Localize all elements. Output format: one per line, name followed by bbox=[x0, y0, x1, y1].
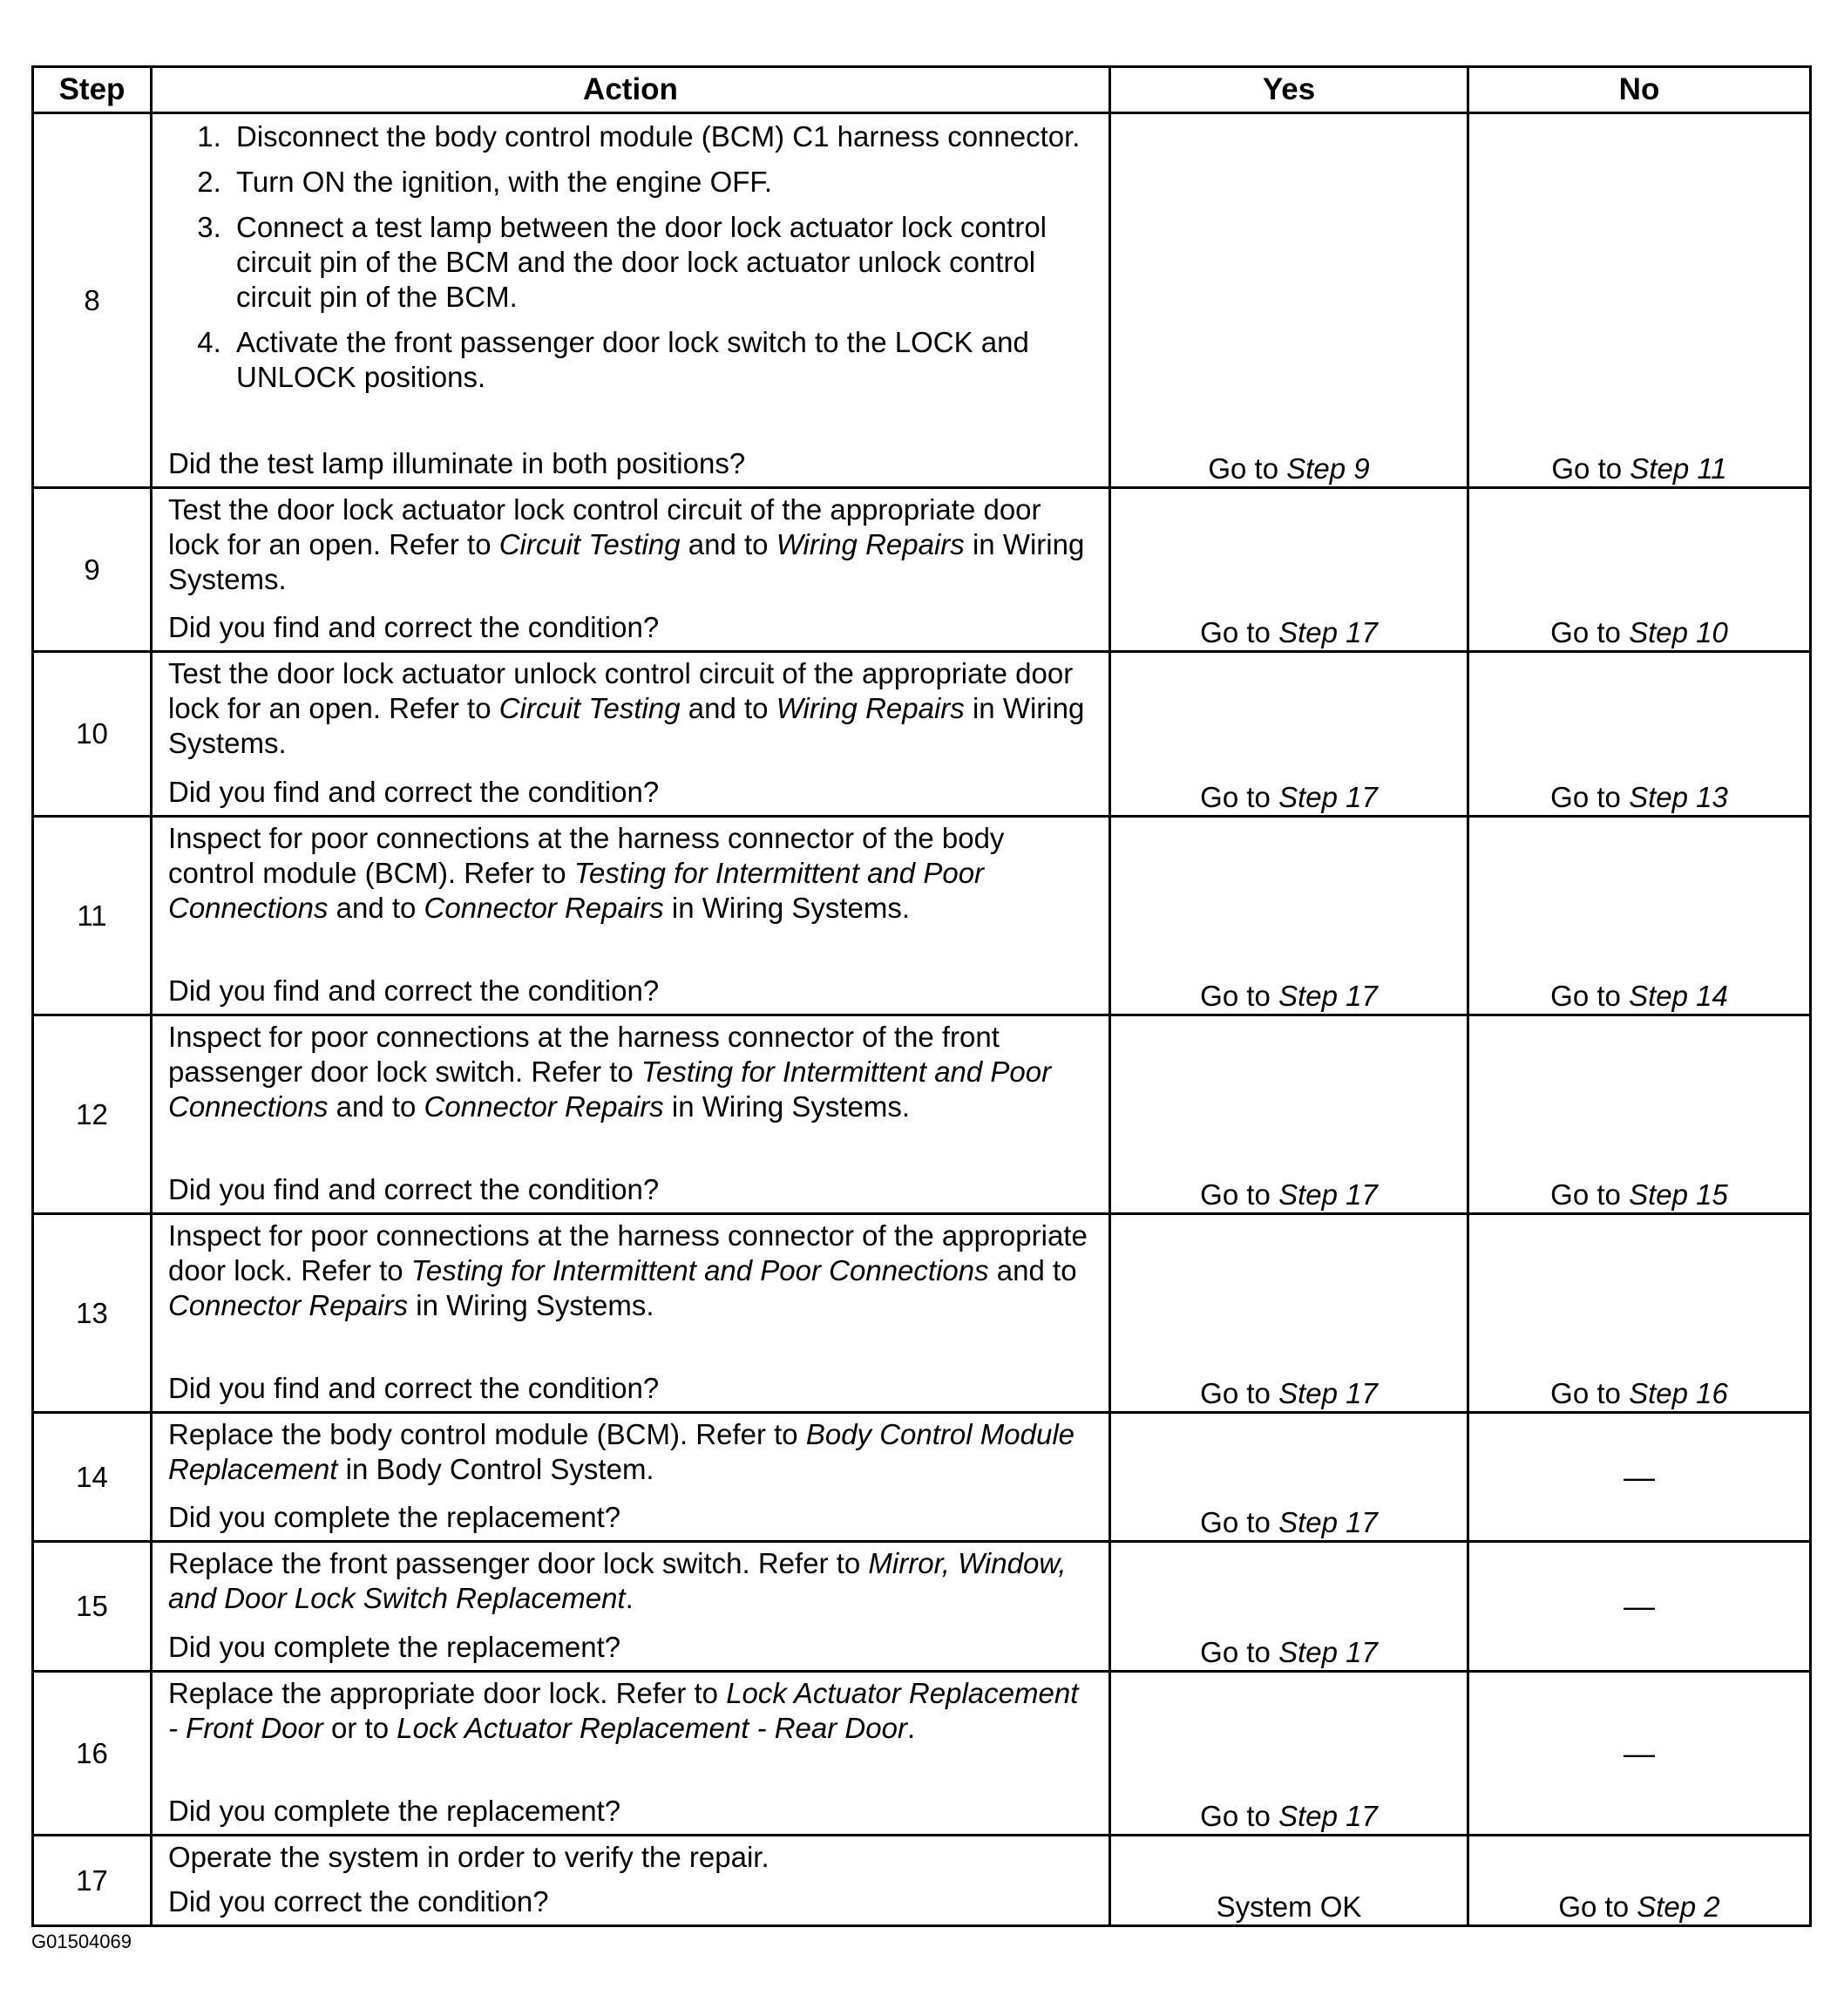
go-to-prefix: Go to bbox=[1200, 1800, 1279, 1832]
go-to-prefix: Go to bbox=[1550, 616, 1630, 648]
reference-link-text: Wiring Repairs bbox=[776, 692, 965, 724]
go-to-prefix: Go to bbox=[1200, 980, 1279, 1012]
step-number: 11 bbox=[33, 817, 152, 1015]
action-cell bbox=[152, 1413, 1110, 1542]
question-text: Did you complete the replacement? bbox=[168, 1795, 621, 1827]
action-step-item: 3. Connect a test lamp between the door lock actuator lock control circuit pin of the BCM and the door lock actuator unlock control circuit pin of the BCM. bbox=[229, 210, 1091, 315]
table-row bbox=[33, 1836, 1811, 1926]
reference-link-text: Wiring Repairs bbox=[776, 528, 965, 560]
step-reference: Step 17 bbox=[1278, 1178, 1378, 1211]
table-row bbox=[33, 1214, 1811, 1413]
step-number: 10 bbox=[33, 652, 152, 817]
go-to-prefix: Go to bbox=[1200, 616, 1279, 648]
no-result bbox=[1468, 113, 1811, 488]
question-text: Did you find and correct the condition? bbox=[168, 611, 660, 643]
go-to-prefix: Go to bbox=[1200, 1506, 1279, 1538]
instruction-text: and to bbox=[328, 892, 424, 924]
instruction-text: Inspect for poor connections at the harness connector of the body control module (BCM). Refer to bbox=[168, 822, 1005, 889]
step-reference: Step 13 bbox=[1629, 781, 1728, 813]
action-cell bbox=[152, 1015, 1110, 1214]
go-to-prefix: Go to bbox=[1551, 452, 1630, 485]
instruction-text: Inspect for poor connections at the harness connector of the appropriate door lock. Refer to bbox=[168, 1219, 1088, 1286]
instruction-text: Inspect for poor connections at the harness connector of the front passenger door lock switch. Refer to bbox=[168, 1021, 1000, 1088]
step-reference: Step 11 bbox=[1630, 452, 1727, 485]
step-number: 9 bbox=[33, 488, 152, 652]
table-row bbox=[33, 113, 1811, 488]
header-action: Action bbox=[152, 67, 1110, 113]
action-cell bbox=[152, 113, 1110, 488]
instruction-text: in Wiring Systems. bbox=[168, 692, 1085, 759]
no-result bbox=[1468, 1214, 1811, 1413]
action-instruction bbox=[168, 1215, 1091, 1323]
table-row bbox=[33, 1542, 1811, 1672]
yes-result bbox=[1110, 1542, 1468, 1672]
go-to-prefix: Go to bbox=[1200, 1178, 1279, 1211]
question-text: Did you find and correct the condition? bbox=[168, 1372, 660, 1404]
instruction-text: in Wiring Systems. bbox=[168, 528, 1085, 595]
question-text: Did you complete the replacement? bbox=[168, 1501, 621, 1533]
table-row bbox=[33, 652, 1811, 817]
instruction-text: and to bbox=[680, 692, 776, 724]
action-steps-list bbox=[153, 119, 1108, 395]
yes-result bbox=[1110, 1413, 1468, 1542]
no-result bbox=[1468, 1672, 1811, 1836]
step-reference: Step 17 bbox=[1278, 1800, 1378, 1832]
step-reference: Step 17 bbox=[1278, 980, 1378, 1012]
table-row bbox=[33, 1413, 1811, 1542]
yes-result bbox=[1110, 113, 1468, 488]
step-reference: Step 17 bbox=[1278, 1636, 1378, 1668]
go-to-prefix: Go to bbox=[1550, 1178, 1630, 1211]
table-row bbox=[33, 1015, 1811, 1214]
no-result-dash: — bbox=[1624, 1588, 1655, 1624]
instruction-text: Test the door lock actuator unlock control circuit of the appropriate door lock for an open. Refer to bbox=[168, 657, 1074, 724]
go-to-prefix: Go to bbox=[1550, 781, 1630, 813]
no-result-dash: — bbox=[1624, 1734, 1655, 1771]
question-text: Did you find and correct the condition? bbox=[168, 1173, 660, 1205]
reference-link-text: Connector Repairs bbox=[424, 1090, 664, 1123]
yes-result bbox=[1110, 1015, 1468, 1214]
instruction-text: Operate the system in order to verify the repair. bbox=[168, 1841, 769, 1873]
question-text: Did the test lamp illuminate in both positions? bbox=[168, 447, 746, 479]
instruction-text: and to bbox=[680, 528, 776, 560]
go-to-prefix: Go to bbox=[1558, 1890, 1637, 1923]
header-no: No bbox=[1468, 67, 1811, 113]
step-reference: Step 17 bbox=[1278, 616, 1378, 648]
instruction-text: Test the door lock actuator lock control circuit of the appropriate door lock for an open. Refer to bbox=[168, 493, 1041, 560]
no-result-dash: — bbox=[1624, 1458, 1655, 1495]
table-row bbox=[33, 488, 1811, 652]
action-cell bbox=[152, 817, 1110, 1015]
action-instruction bbox=[168, 1016, 1091, 1124]
yes-result bbox=[1110, 1214, 1468, 1413]
action-instruction bbox=[168, 818, 1091, 926]
reference-link-text: Testing for Intermittent and Poor Connections bbox=[168, 1056, 1052, 1123]
action-step-item: 2. Turn ON the ignition, with the engine OFF. bbox=[229, 165, 1091, 200]
step-number: 8 bbox=[33, 113, 152, 488]
instruction-text: or to bbox=[322, 1712, 397, 1744]
no-result bbox=[1468, 1413, 1811, 1542]
no-result bbox=[1468, 1542, 1811, 1672]
instruction-text: in Body Control System. bbox=[337, 1453, 654, 1485]
yes-result bbox=[1110, 652, 1468, 817]
step-reference: Step 9 bbox=[1286, 452, 1370, 485]
step-reference: Step 17 bbox=[1278, 1506, 1378, 1538]
question-text: Did you find and correct the condition? bbox=[168, 974, 660, 1007]
step-reference: Step 10 bbox=[1629, 616, 1728, 648]
step-number: 17 bbox=[33, 1836, 152, 1926]
action-cell bbox=[152, 1836, 1110, 1926]
action-cell bbox=[152, 652, 1110, 817]
instruction-text: in Wiring Systems. bbox=[663, 1090, 911, 1123]
reference-link-text: Testing for Intermittent and Poor Connections bbox=[168, 857, 985, 924]
action-instruction bbox=[168, 1836, 1091, 1875]
yes-result bbox=[1110, 488, 1468, 652]
instruction-text: and to bbox=[988, 1254, 1077, 1286]
instruction-text: in Wiring Systems. bbox=[663, 892, 911, 924]
question-text: Did you find and correct the condition? bbox=[168, 776, 660, 808]
action-cell bbox=[152, 1214, 1110, 1413]
instruction-text: . bbox=[906, 1712, 916, 1744]
instruction-text: Replace the front passenger door lock switch. Refer to bbox=[168, 1547, 869, 1579]
step-number: 16 bbox=[33, 1672, 152, 1836]
step-reference: Step 17 bbox=[1278, 781, 1378, 813]
action-instruction bbox=[168, 489, 1091, 597]
reference-link-text: Testing for Intermittent and Poor Connections bbox=[410, 1254, 989, 1286]
step-reference: Step 17 bbox=[1278, 1377, 1378, 1409]
result-text: System OK bbox=[1216, 1890, 1362, 1923]
reference-link-text: Body Control Module Replacement bbox=[168, 1418, 1075, 1485]
instruction-text: and to bbox=[328, 1090, 424, 1123]
yes-result bbox=[1110, 1836, 1468, 1926]
step-number: 13 bbox=[33, 1214, 152, 1413]
reference-link-text: Connector Repairs bbox=[168, 1289, 409, 1321]
reference-link-text: Mirror, Window, and Door Lock Switch Replacement bbox=[168, 1547, 1067, 1614]
yes-result bbox=[1110, 817, 1468, 1015]
step-number: 14 bbox=[33, 1413, 152, 1542]
instruction-text: . bbox=[625, 1582, 634, 1614]
action-instruction bbox=[168, 1414, 1091, 1487]
reference-link-text: Lock Actuator Replacement - Front Door bbox=[168, 1677, 1079, 1744]
action-instruction bbox=[168, 1543, 1091, 1616]
yes-result bbox=[1110, 1672, 1468, 1836]
step-number: 12 bbox=[33, 1015, 152, 1214]
instruction-text: in Wiring Systems. bbox=[408, 1289, 654, 1321]
reference-link-text: Lock Actuator Replacement - Rear Door bbox=[397, 1712, 907, 1744]
action-instruction bbox=[168, 653, 1091, 761]
reference-link-text: Circuit Testing bbox=[498, 692, 681, 724]
action-cell bbox=[152, 1672, 1110, 1836]
go-to-prefix: Go to bbox=[1550, 980, 1630, 1012]
question-text: Did you correct the condition? bbox=[168, 1885, 549, 1918]
header-yes: Yes bbox=[1110, 67, 1468, 113]
instruction-text: Replace the body control module (BCM). Refer to bbox=[168, 1418, 806, 1450]
go-to-prefix: Go to bbox=[1200, 1377, 1279, 1409]
diagnostic-table bbox=[31, 65, 1812, 1927]
go-to-prefix: Go to bbox=[1200, 1636, 1279, 1668]
table-row bbox=[33, 1672, 1811, 1836]
go-to-prefix: Go to bbox=[1200, 781, 1279, 813]
no-result bbox=[1468, 1836, 1811, 1926]
instruction-text: Replace the appropriate door lock. Refer to bbox=[168, 1677, 727, 1709]
no-result bbox=[1468, 488, 1811, 652]
no-result bbox=[1468, 1015, 1811, 1214]
no-result bbox=[1468, 652, 1811, 817]
step-reference: Step 15 bbox=[1629, 1178, 1728, 1211]
go-to-prefix: Go to bbox=[1550, 1377, 1630, 1409]
action-step-item: 1. Disconnect the body control module (BCM) C1 harness connector. bbox=[229, 119, 1091, 154]
step-reference: Step 16 bbox=[1629, 1377, 1728, 1409]
action-cell bbox=[152, 1542, 1110, 1672]
step-reference: Step 2 bbox=[1637, 1890, 1720, 1923]
action-instruction bbox=[168, 1673, 1091, 1746]
go-to-prefix: Go to bbox=[1208, 452, 1287, 485]
reference-link-text: Connector Repairs bbox=[424, 892, 664, 924]
no-result bbox=[1468, 817, 1811, 1015]
header-row bbox=[33, 67, 1811, 113]
question-text: Did you complete the replacement? bbox=[168, 1631, 621, 1663]
table-row bbox=[33, 817, 1811, 1015]
reference-link-text: Circuit Testing bbox=[498, 528, 681, 560]
action-cell bbox=[152, 488, 1110, 652]
header-step: Step bbox=[33, 67, 152, 113]
action-step-item: 4. Activate the front passenger door lock switch to the LOCK and UNLOCK positions. bbox=[229, 325, 1091, 395]
step-number: 15 bbox=[33, 1542, 152, 1672]
step-reference: Step 14 bbox=[1629, 980, 1728, 1012]
figure-id: G01504069 bbox=[31, 1931, 132, 1952]
